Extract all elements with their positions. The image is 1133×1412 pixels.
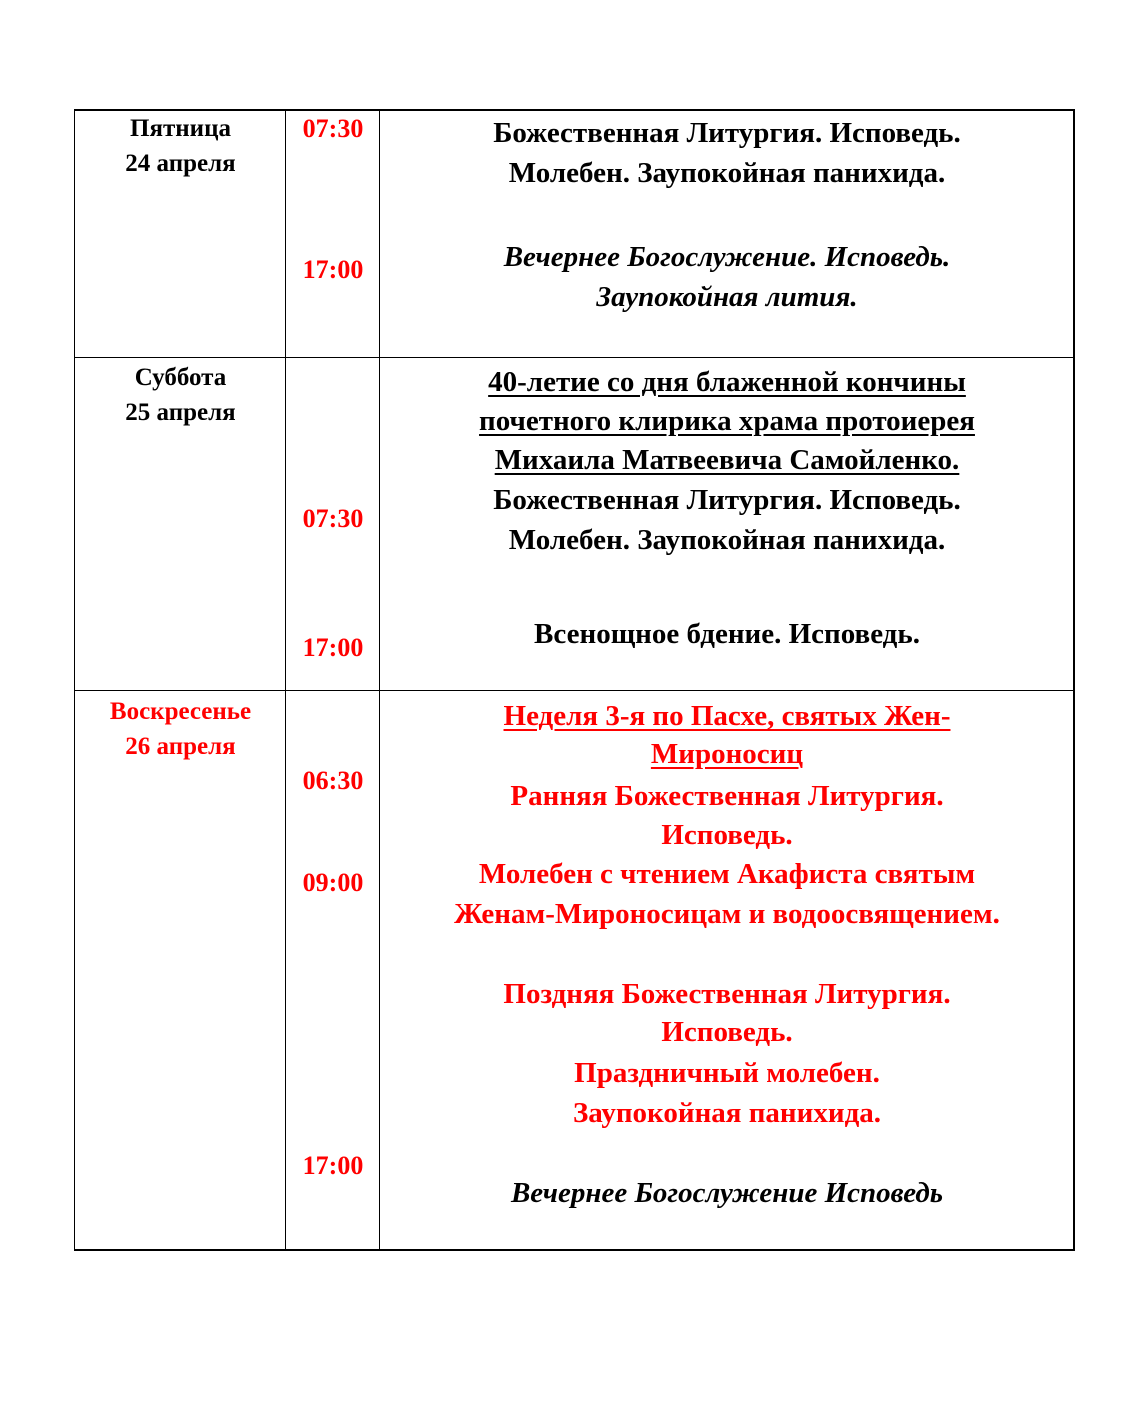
service-line: Поздняя Божественная Литургия.	[503, 978, 951, 1010]
service-time: 17:00	[302, 1151, 364, 1180]
service-line: Неделя 3-я по Пасхе, святых Жен-	[503, 700, 951, 732]
day-date: 24 апреля	[125, 150, 236, 177]
service-line: Праздничный молебен.	[574, 1057, 880, 1089]
service-line: 40-летие со дня блаженной кончины	[488, 366, 966, 398]
row-divider-1	[74, 357, 1075, 358]
day-weekday: Суббота	[134, 364, 227, 391]
service-line: Молебен с чтением Акафиста святым	[478, 858, 976, 890]
service-line: Всенощное бдение. Исповедь.	[534, 618, 920, 650]
service-time: 09:00	[302, 868, 364, 897]
table-border-left	[74, 109, 75, 1251]
service-line: почетного клирика храма протоиерея	[479, 405, 975, 437]
service-line: Ранняя Божественная Литургия.	[510, 780, 944, 812]
day-weekday: Пятница	[130, 115, 231, 142]
day-weekday: Воскресенье	[109, 698, 252, 725]
service-line: Божественная Литургия. Исповедь.	[493, 484, 961, 516]
row-divider-2	[74, 690, 1075, 691]
day-date: 26 апреля	[125, 733, 236, 760]
service-line: Мироносиц	[650, 738, 804, 770]
service-time: 17:00	[302, 255, 364, 284]
service-line: Заупокойная лития.	[596, 281, 858, 313]
service-line: Божественная Литургия. Исповедь.	[493, 117, 961, 149]
service-line: Заупокойная панихида.	[573, 1097, 881, 1129]
table-border-top	[74, 109, 1075, 111]
service-line: Молебен. Заупокойная панихида.	[508, 157, 946, 189]
service-line: Женам-Мироносицам и водоосвящением.	[454, 898, 1000, 930]
day-date: 25 апреля	[125, 399, 236, 426]
service-time: 06:30	[302, 766, 364, 795]
table-border-bottom	[74, 1249, 1075, 1251]
service-line: Михаила Матвеевича Самойленко.	[494, 444, 960, 476]
service-line: Молебен. Заупокойная панихида.	[508, 524, 946, 556]
service-time: 17:00	[302, 633, 364, 662]
service-time: 07:30	[302, 504, 364, 533]
service-line: Исповедь.	[661, 1016, 793, 1048]
service-line: Вечернее Богослужение Исповедь	[510, 1177, 944, 1209]
service-time: 07:30	[302, 114, 364, 143]
service-line: Вечернее Богослужение. Исповедь.	[503, 241, 951, 273]
service-line: Исповедь.	[661, 819, 793, 851]
